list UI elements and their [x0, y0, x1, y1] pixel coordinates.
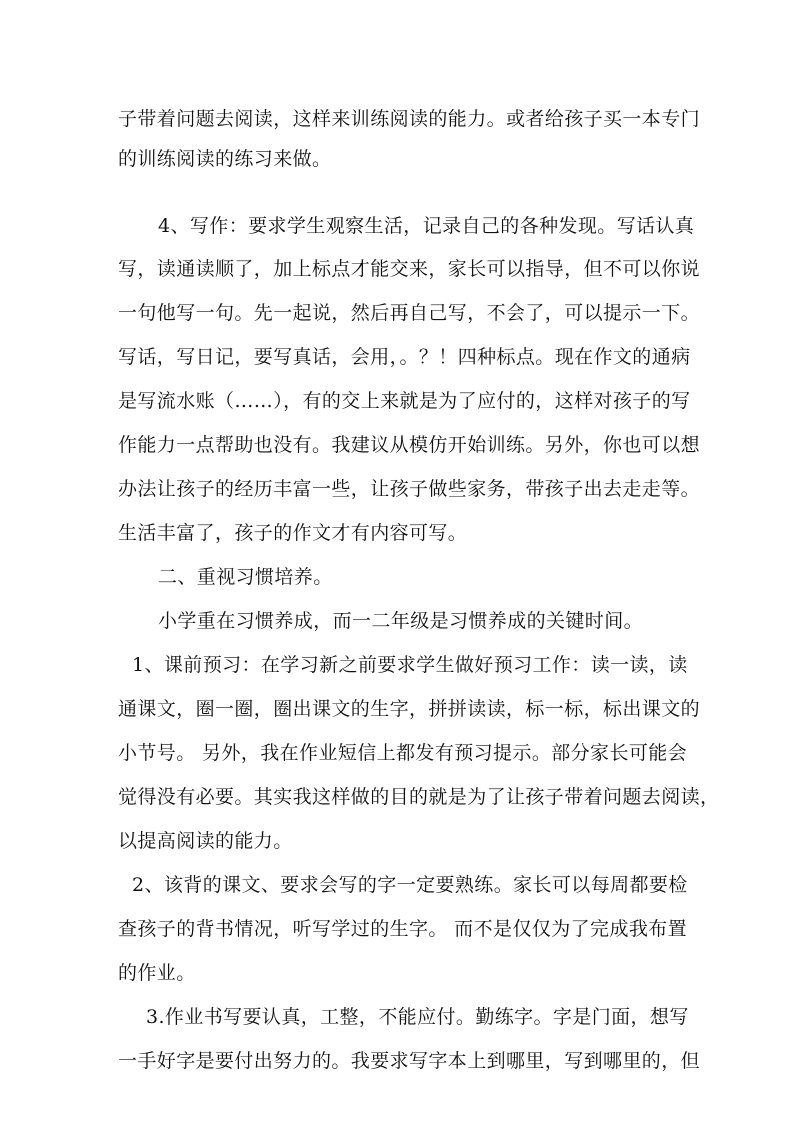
paragraph-first-line: 4、写作：要求学生观察生活，记录自己的各种发现。写话认真 — [158, 215, 695, 237]
text-line: 通课文，圈一圈，圈出课文的生字，拼拼读读，标一标，标出课文的 — [118, 698, 701, 720]
text-line: 办法让孩子的经历丰富一些，让孩子做些家务，带孩子出去走走等。 — [118, 478, 701, 500]
text-line: 子带着问题去阅读，这样来训练阅读的能力。或者给孩子买一本专门 — [118, 108, 701, 130]
text-line: 生活丰富了，孩子的作文才有内容可写。 — [118, 522, 468, 544]
list-item-first-line: 2、该背的课文、要求会写的字一定要熟练。家长可以每周都要检 — [132, 874, 688, 896]
list-item-first-line: 1、课前预习：在学习新之前要求学生做好预习工作：读一读，读 — [132, 654, 688, 676]
text-line: 是写流水账（……），有的交上来就是为了应付的，这样对孩子的写 — [118, 390, 691, 412]
section-heading: 二、重视习惯培养。 — [158, 566, 333, 588]
text-line: 小节号。 另外，我在作业短信上都发有预习提示。部分家长可能会 — [118, 742, 688, 764]
text-line: 作能力一点帮助也没有。我建议从模仿开始训练。另外，你也可以想 — [118, 434, 701, 456]
text-line: 一手好字是要付出努力的。我要求写字本上到哪里，写到哪里的，但 — [118, 1050, 701, 1072]
text-line: 一句他写一句。先一起说，然后再自己写，不会了，可以提示一下。 — [118, 302, 701, 324]
paragraph-first-line: 小学重在习惯养成，而一二年级是习惯养成的关键时间。 — [158, 610, 644, 632]
text-line: 以提高阅读的能力。 — [118, 830, 293, 852]
text-line: 觉得没有必要。其实我这样做的目的就是为了让孩子带着问题去阅读， — [118, 786, 720, 808]
text-line: 查孩子的背书情况，听写学过的生字。 而不是仅仅为了完成我布置 — [118, 918, 688, 940]
text-line: 写话，写日记，要写真话，会用，。？！四种标点。现在作文的通病 — [118, 346, 691, 368]
text-line: 的训练阅读的练习来做。 — [118, 148, 332, 170]
list-item-first-line: 3.作业书写要认真，工整，不能应付。勤练字。字是门面，想写 — [146, 1006, 689, 1028]
text-line: 的作业。 — [118, 962, 196, 984]
text-line: 写，读通读顺了，加上标点才能交来，家长可以指导，但不可以你说 — [118, 258, 701, 280]
